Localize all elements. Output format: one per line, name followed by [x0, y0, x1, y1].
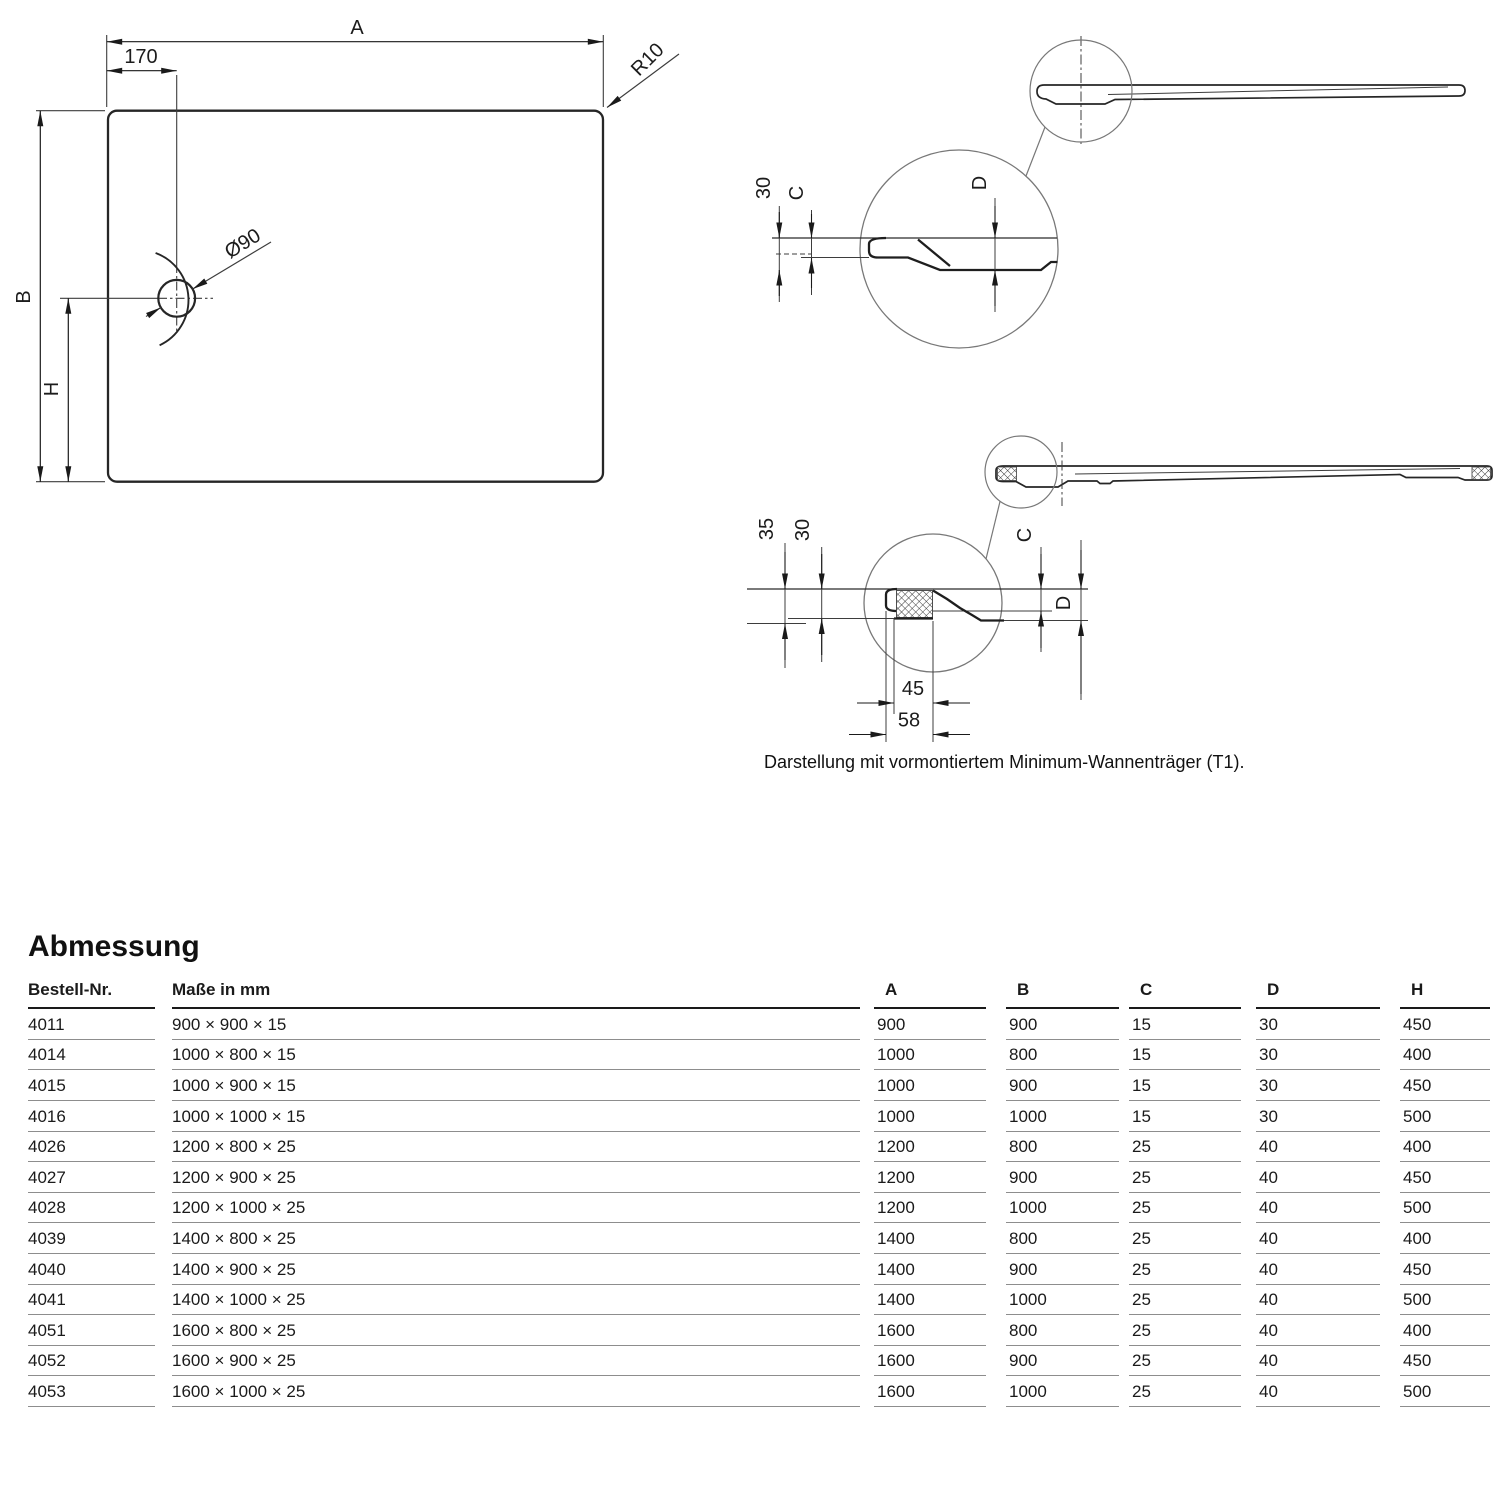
cell-h: 450 [1400, 1009, 1490, 1040]
cell-c: 25 [1129, 1132, 1256, 1163]
header-bestell-nr: Bestell-Nr. [28, 982, 172, 1009]
header-masse: Maße in mm [172, 982, 874, 1009]
dim-label-45: 45 [901, 678, 925, 700]
cell-a: 1000 [874, 1070, 1006, 1101]
cell-d: 40 [1256, 1376, 1400, 1407]
dim-label-58: 58 [897, 709, 921, 732]
cell-c: 25 [1129, 1162, 1256, 1193]
cell-a: 1200 [874, 1132, 1006, 1163]
cell-masse: 1400 × 900 × 25 [172, 1254, 874, 1285]
cell-bestell-nr: 4040 [28, 1254, 172, 1285]
dim-label-35: 35 [756, 517, 778, 541]
cell-b: 800 [1006, 1223, 1129, 1254]
cell-d: 40 [1256, 1346, 1400, 1377]
cell-h: 400 [1400, 1040, 1490, 1071]
cell-bestell-nr: 4026 [28, 1132, 172, 1163]
cell-d: 40 [1256, 1132, 1400, 1163]
cell-masse: 1200 × 1000 × 25 [172, 1193, 874, 1224]
cell-b: 800 [1006, 1315, 1129, 1346]
detail-circle [860, 150, 1058, 348]
dim-label-c-carrier: C [1014, 527, 1036, 543]
cell-a: 1600 [874, 1315, 1006, 1346]
cell-masse: 1000 × 900 × 15 [172, 1070, 874, 1101]
cell-d: 40 [1256, 1162, 1400, 1193]
cell-b: 1000 [1006, 1376, 1129, 1407]
cell-b: 800 [1006, 1040, 1129, 1071]
carrier-hatch-right [1472, 467, 1491, 480]
cell-masse: 1600 × 800 × 25 [172, 1315, 874, 1346]
cell-b: 1000 [1006, 1101, 1129, 1132]
cell-masse: 1200 × 800 × 25 [172, 1132, 874, 1163]
cell-a: 1400 [874, 1223, 1006, 1254]
cell-d: 30 [1256, 1040, 1400, 1071]
header-c: C [1129, 982, 1256, 1009]
cell-h: 500 [1400, 1101, 1490, 1132]
cell-h: 400 [1400, 1315, 1490, 1346]
header-h: H [1400, 982, 1490, 1009]
cell-bestell-nr: 4015 [28, 1070, 172, 1101]
cell-h: 500 [1400, 1285, 1490, 1316]
cell-a: 900 [874, 1009, 1006, 1040]
cell-a: 1400 [874, 1254, 1006, 1285]
section-title: Abmessung [28, 930, 200, 963]
cell-b: 900 [1006, 1346, 1129, 1377]
dimensions-table [28, 982, 1490, 1407]
dim-label-30-carrier: 30 [792, 518, 814, 542]
cell-bestell-nr: 4041 [28, 1285, 172, 1316]
drain-slope [933, 591, 1004, 621]
cell-b: 1000 [1006, 1285, 1129, 1316]
cell-bestell-nr: 4011 [28, 1009, 172, 1040]
dim-label-d90: Ø90 [220, 224, 265, 264]
cell-a: 1000 [874, 1040, 1006, 1071]
cell-b: 900 [1006, 1162, 1129, 1193]
edge-profile [886, 589, 897, 611]
cell-d: 30 [1256, 1009, 1400, 1040]
cell-h: 400 [1400, 1132, 1490, 1163]
cell-a: 1600 [874, 1346, 1006, 1377]
cell-bestell-nr: 4027 [28, 1162, 172, 1193]
cell-a: 1200 [874, 1193, 1006, 1224]
header-b: B [1006, 982, 1129, 1009]
cell-h: 500 [1400, 1193, 1490, 1224]
cell-bestell-nr: 4052 [28, 1346, 172, 1377]
drain-arc [156, 253, 189, 345]
cell-a: 1200 [874, 1162, 1006, 1193]
carrier-hatch-detail [897, 591, 933, 618]
cell-c: 25 [1129, 1193, 1256, 1224]
cell-c: 15 [1129, 1101, 1256, 1132]
dim-label-170: 170 [124, 46, 158, 68]
cell-c: 25 [1129, 1315, 1256, 1346]
drain-section-profile [869, 238, 1057, 270]
cell-d: 30 [1256, 1070, 1400, 1101]
cell-d: 40 [1256, 1315, 1400, 1346]
cell-c: 25 [1129, 1254, 1256, 1285]
cell-masse: 1000 × 800 × 15 [172, 1040, 874, 1071]
cell-c: 15 [1129, 1070, 1256, 1101]
cell-b: 900 [1006, 1009, 1129, 1040]
cell-bestell-nr: 4053 [28, 1376, 172, 1407]
cell-a: 1000 [874, 1101, 1006, 1132]
cell-masse: 1200 × 900 × 25 [172, 1162, 874, 1193]
cell-d: 40 [1256, 1254, 1400, 1285]
cell-d: 40 [1256, 1223, 1400, 1254]
dim-label-a: A [350, 17, 364, 39]
dim-label-r10: R10 [627, 39, 669, 81]
cell-c: 15 [1129, 1009, 1256, 1040]
plan-view-drawing [13, 17, 679, 482]
cell-d: 40 [1256, 1285, 1400, 1316]
cell-b: 1000 [1006, 1193, 1129, 1224]
cell-masse: 1400 × 800 × 25 [172, 1223, 874, 1254]
dim-label-h: H [41, 381, 63, 397]
cell-c: 25 [1129, 1223, 1256, 1254]
cell-bestell-nr: 4014 [28, 1040, 172, 1071]
cell-bestell-nr: 4028 [28, 1193, 172, 1224]
carrier-caption: Darstellung mit vormontiertem Minimum-Wannenträger (T1). [764, 752, 1245, 772]
section-view-drawing [753, 36, 1465, 348]
dim-label-c: C [786, 185, 808, 201]
cell-h: 450 [1400, 1162, 1490, 1193]
cell-bestell-nr: 4039 [28, 1223, 172, 1254]
dim-label-b: B [13, 290, 35, 304]
cell-h: 500 [1400, 1376, 1490, 1407]
cell-d: 30 [1256, 1101, 1400, 1132]
carrier-hatch-left [998, 467, 1017, 481]
cell-b: 800 [1006, 1132, 1129, 1163]
cell-masse: 1000 × 1000 × 15 [172, 1101, 874, 1132]
dim-label-30: 30 [753, 176, 775, 200]
tray-outline [108, 111, 603, 482]
section-carrier-drawing [747, 436, 1492, 742]
cell-h: 450 [1400, 1346, 1490, 1377]
cell-bestell-nr: 4051 [28, 1315, 172, 1346]
cell-h: 450 [1400, 1070, 1490, 1101]
cell-masse: 900 × 900 × 15 [172, 1009, 874, 1040]
cell-d: 40 [1256, 1193, 1400, 1224]
cell-a: 1400 [874, 1285, 1006, 1316]
dim-label-d: D [969, 175, 991, 191]
cell-c: 25 [1129, 1285, 1256, 1316]
cell-b: 900 [1006, 1070, 1129, 1101]
cell-h: 450 [1400, 1254, 1490, 1285]
header-a: A [874, 982, 1006, 1009]
cell-c: 15 [1129, 1040, 1256, 1071]
cell-c: 25 [1129, 1376, 1256, 1407]
cell-masse: 1400 × 1000 × 25 [172, 1285, 874, 1316]
cell-h: 400 [1400, 1223, 1490, 1254]
cell-masse: 1600 × 1000 × 25 [172, 1376, 874, 1407]
cell-c: 25 [1129, 1346, 1256, 1377]
dim-label-d-carrier: D [1053, 595, 1075, 611]
cell-masse: 1600 × 900 × 25 [172, 1346, 874, 1377]
cell-b: 900 [1006, 1254, 1129, 1285]
cell-a: 1600 [874, 1376, 1006, 1407]
cell-bestell-nr: 4016 [28, 1101, 172, 1132]
header-d: D [1256, 982, 1400, 1009]
